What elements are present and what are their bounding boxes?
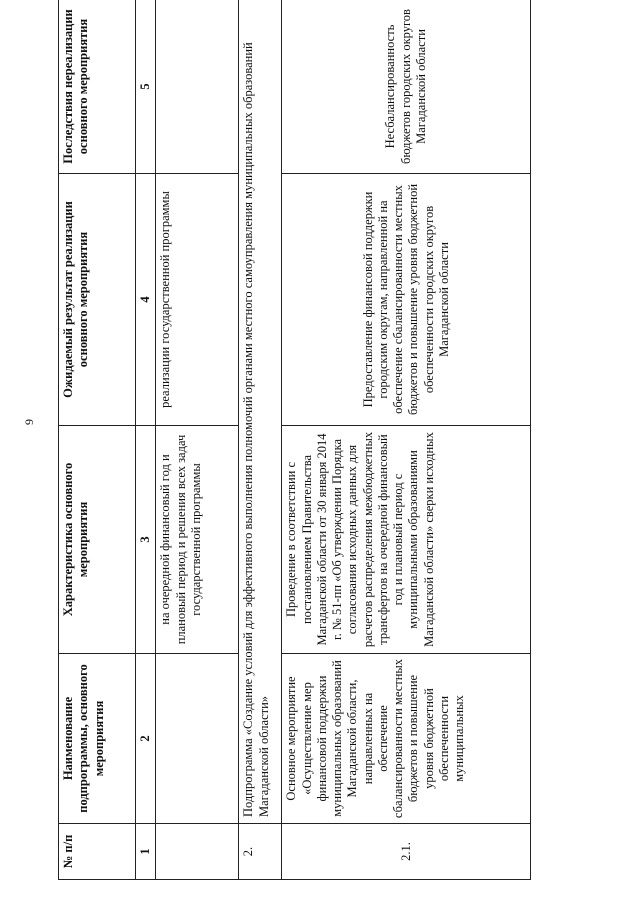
header-row bbox=[59, 0, 136, 880]
cont-name-cell bbox=[156, 654, 239, 824]
row-2-1 bbox=[282, 0, 531, 880]
row-name: Основное мероприятие «Осуществление мер финансовой поддержки муниципальных образований Магаданской области, направленных на обеспечение сбалансированности местных бюджетов и повышение уровня бюджетной обеспеченности муниципальных bbox=[282, 654, 531, 824]
subprogram-title: Подпрограмма «Создание условий для эффективного выполнения полномочий органами местного самоуправления муниципальных образований Магаданской области» bbox=[239, 0, 282, 824]
header-result: Ожидаемый результат реализации основного мероприятия bbox=[59, 174, 136, 426]
header-name: Наименование подпрограммы, основного мероприятия bbox=[59, 654, 136, 824]
column-number: 3 bbox=[136, 426, 156, 654]
row-consequence: Несбалансированность бюджетов городских округов Магаданской области bbox=[282, 0, 531, 174]
cont-characteristic-cell: на очередной финансовый год и плановый период и решения всех задач государственной программы bbox=[156, 426, 239, 654]
cont-number-cell bbox=[156, 824, 239, 880]
continuation-row bbox=[156, 0, 239, 880]
subprogram-row bbox=[239, 0, 282, 880]
row-characteristic: Проведение в соответствии с постановлением Правительства Магаданской области от 30 января 2014 г. № 51-пп «Об утверждении Порядка согласования исходных данных для расчетов распределения межбюджетных трансфертов на очередной финансовый год и плановый период с муниципальными образованиями Магаданской области» сверки исходных bbox=[282, 426, 531, 654]
header-number: № п/п bbox=[59, 824, 136, 880]
row-result: Предоставление финансовой поддержки городским округам, направленной на обеспечение сбалансированности местных бюджетов и повышение уровня бюджетной обеспеченности городских округов Магаданской области bbox=[282, 174, 531, 426]
column-number: 5 bbox=[136, 0, 156, 174]
rotated-page bbox=[58, 0, 598, 880]
subprogram-number: 2. bbox=[239, 824, 282, 880]
column-number: 1 bbox=[136, 824, 156, 880]
header-characteristic: Характеристика основного мероприятия bbox=[59, 426, 136, 654]
page-number: 9 bbox=[22, 419, 36, 425]
events-table bbox=[58, 0, 531, 880]
column-number: 4 bbox=[136, 174, 156, 426]
column-number: 2 bbox=[136, 654, 156, 824]
cont-result-cell: реализации государственной программы bbox=[156, 174, 239, 426]
row-number: 2.1. bbox=[282, 824, 531, 880]
column-numbers-row bbox=[136, 0, 156, 880]
cont-consequence-cell bbox=[156, 0, 239, 174]
header-consequence: Последствия нереализации основного мероприятия bbox=[59, 0, 136, 174]
